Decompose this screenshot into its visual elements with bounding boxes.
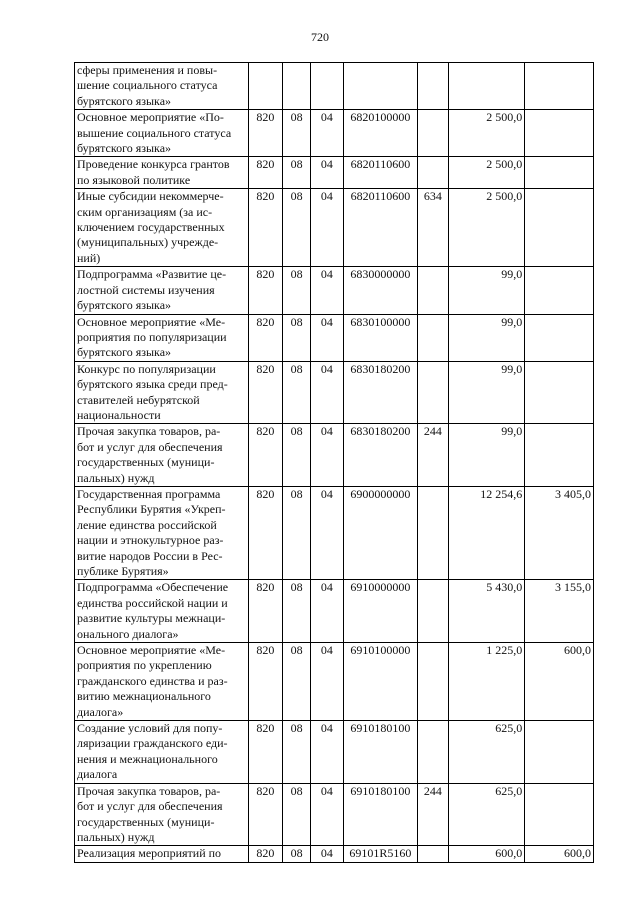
- target-article-cell: 69101R5160: [343, 846, 418, 862]
- amount-federal-cell: [525, 267, 594, 314]
- table-row: [75, 157, 594, 189]
- section-code-cell: 08: [283, 157, 311, 189]
- expense-type-cell: [418, 314, 448, 361]
- target-article-cell: 6830180200: [343, 361, 418, 424]
- expense-type-cell: [418, 63, 448, 110]
- table-row: [75, 486, 594, 579]
- grbs-code-cell: 820: [248, 721, 282, 784]
- section-code-cell: 08: [283, 486, 311, 579]
- expense-type-cell: [418, 846, 448, 862]
- amount-federal-cell: [525, 189, 594, 267]
- target-article-cell: 6910180100: [343, 783, 418, 846]
- section-code-cell: 08: [283, 267, 311, 314]
- target-article-cell: 6830100000: [343, 314, 418, 361]
- section-code-cell: 08: [283, 721, 311, 784]
- grbs-code-cell: 820: [248, 110, 282, 157]
- target-article-cell: [343, 63, 418, 110]
- grbs-code-cell: 820: [248, 486, 282, 579]
- section-code-cell: 08: [283, 846, 311, 862]
- expense-type-cell: [418, 361, 448, 424]
- row-name-cell: Государственная программа Республики Бурятия «Укреп- ление единства российской нации и этнокультурное раз- витие народов России в Рес- публике Бурятия»: [75, 486, 249, 579]
- subsection-code-cell: 04: [311, 580, 343, 643]
- table-body: [75, 63, 594, 863]
- table-row: [75, 267, 594, 314]
- amount-federal-cell: [525, 721, 594, 784]
- amount-cell: 1 225,0: [448, 643, 525, 721]
- section-code-cell: 08: [283, 783, 311, 846]
- amount-federal-cell: 600,0: [525, 846, 594, 862]
- amount-cell: 5 430,0: [448, 580, 525, 643]
- subsection-code-cell: 04: [311, 486, 343, 579]
- row-name-cell: Прочая закупка товаров, ра- бот и услуг для обеспечения государственных (муници- пальных) нужд: [75, 424, 249, 487]
- table-row: [75, 643, 594, 721]
- row-name-cell: Основное мероприятие «Ме- роприятия по популяризации бурятского языка»: [75, 314, 249, 361]
- subsection-code-cell: 04: [311, 314, 343, 361]
- amount-federal-cell: [525, 424, 594, 487]
- expense-type-cell: [418, 643, 448, 721]
- grbs-code-cell: 820: [248, 157, 282, 189]
- grbs-code-cell: 820: [248, 361, 282, 424]
- amount-cell: 2 500,0: [448, 157, 525, 189]
- expense-type-cell: 244: [418, 783, 448, 846]
- amount-federal-cell: [525, 110, 594, 157]
- table-row: [75, 110, 594, 157]
- target-article-cell: 6910100000: [343, 643, 418, 721]
- grbs-code-cell: 820: [248, 189, 282, 267]
- row-name-cell: Основное мероприятие «Ме- роприятия по укреплению гражданского единства и раз- витию межнационального диалога»: [75, 643, 249, 721]
- grbs-code-cell: 820: [248, 580, 282, 643]
- row-name-cell: Прочая закупка товаров, ра- бот и услуг для обеспечения государственных (муници- пальных) нужд: [75, 783, 249, 846]
- amount-cell: 600,0: [448, 846, 525, 862]
- subsection-code-cell: 04: [311, 721, 343, 784]
- amount-cell: 99,0: [448, 267, 525, 314]
- target-article-cell: 6900000000: [343, 486, 418, 579]
- target-article-cell: 6820110600: [343, 157, 418, 189]
- budget-table: [74, 62, 594, 863]
- target-article-cell: 6910180100: [343, 721, 418, 784]
- amount-cell: 12 254,6: [448, 486, 525, 579]
- subsection-code-cell: 04: [311, 361, 343, 424]
- grbs-code-cell: 820: [248, 643, 282, 721]
- row-name-cell: Конкурс по популяризации бурятского языка среди пред- ставителей небурятской национальности: [75, 361, 249, 424]
- amount-federal-cell: [525, 63, 594, 110]
- section-code-cell: [283, 63, 311, 110]
- subsection-code-cell: 04: [311, 783, 343, 846]
- target-article-cell: 6910000000: [343, 580, 418, 643]
- section-code-cell: 08: [283, 424, 311, 487]
- subsection-code-cell: 04: [311, 424, 343, 487]
- amount-federal-cell: [525, 361, 594, 424]
- grbs-code-cell: [248, 63, 282, 110]
- expense-type-cell: [418, 580, 448, 643]
- amount-cell: 625,0: [448, 721, 525, 784]
- target-article-cell: 6820100000: [343, 110, 418, 157]
- amount-cell: 2 500,0: [448, 189, 525, 267]
- amount-federal-cell: 3 155,0: [525, 580, 594, 643]
- grbs-code-cell: 820: [248, 267, 282, 314]
- table-row: [75, 189, 594, 267]
- expense-type-cell: [418, 157, 448, 189]
- table-row: [75, 361, 594, 424]
- table-row: [75, 63, 594, 110]
- row-name-cell: сферы применения и повы- шение социального статуса бурятского языка»: [75, 63, 249, 110]
- amount-cell: 625,0: [448, 783, 525, 846]
- row-name-cell: Создание условий для попу- ляризации гражданского еди- нения и межнационального диалога: [75, 721, 249, 784]
- amount-cell: 99,0: [448, 361, 525, 424]
- expense-type-cell: 634: [418, 189, 448, 267]
- amount-cell: [448, 63, 525, 110]
- expense-type-cell: 244: [418, 424, 448, 487]
- grbs-code-cell: 820: [248, 424, 282, 487]
- row-name-cell: Подпрограмма «Развитие це- лостной системы изучения бурятского языка»: [75, 267, 249, 314]
- subsection-code-cell: 04: [311, 267, 343, 314]
- table-row: [75, 783, 594, 846]
- amount-federal-cell: 3 405,0: [525, 486, 594, 579]
- expense-type-cell: [418, 721, 448, 784]
- table-row: [75, 580, 594, 643]
- target-article-cell: 6830000000: [343, 267, 418, 314]
- row-name-cell: Проведение конкурса грантов по языковой политике: [75, 157, 249, 189]
- amount-federal-cell: [525, 783, 594, 846]
- amount-federal-cell: 600,0: [525, 643, 594, 721]
- row-name-cell: Основное мероприятие «По- вышение социального статуса бурятского языка»: [75, 110, 249, 157]
- table-row: [75, 314, 594, 361]
- amount-cell: 99,0: [448, 314, 525, 361]
- section-code-cell: 08: [283, 189, 311, 267]
- section-code-cell: 08: [283, 110, 311, 157]
- section-code-cell: 08: [283, 580, 311, 643]
- table-row: [75, 424, 594, 487]
- amount-federal-cell: [525, 314, 594, 361]
- subsection-code-cell: 04: [311, 110, 343, 157]
- section-code-cell: 08: [283, 643, 311, 721]
- subsection-code-cell: 04: [311, 189, 343, 267]
- row-name-cell: Подпрограмма «Обеспечение единства российской нации и развитие культуры межнаци- онального диалога»: [75, 580, 249, 643]
- section-code-cell: 08: [283, 361, 311, 424]
- table-row: [75, 846, 594, 862]
- subsection-code-cell: 04: [311, 157, 343, 189]
- page-number: 720: [311, 30, 329, 44]
- subsection-code-cell: 04: [311, 846, 343, 862]
- subsection-code-cell: [311, 63, 343, 110]
- amount-cell: 99,0: [448, 424, 525, 487]
- expense-type-cell: [418, 486, 448, 579]
- target-article-cell: 6820110600: [343, 189, 418, 267]
- row-name-cell: Реализация мероприятий по: [75, 846, 249, 862]
- table-row: [75, 721, 594, 784]
- row-name-cell: Иные субсидии некоммерче- ским организациям (за ис- ключением государственных (муниципальных) учрежде- ний): [75, 189, 249, 267]
- grbs-code-cell: 820: [248, 783, 282, 846]
- grbs-code-cell: 820: [248, 314, 282, 361]
- subsection-code-cell: 04: [311, 643, 343, 721]
- grbs-code-cell: 820: [248, 846, 282, 862]
- section-code-cell: 08: [283, 314, 311, 361]
- expense-type-cell: [418, 267, 448, 314]
- amount-federal-cell: [525, 157, 594, 189]
- amount-cell: 2 500,0: [448, 110, 525, 157]
- expense-type-cell: [418, 110, 448, 157]
- target-article-cell: 6830180200: [343, 424, 418, 487]
